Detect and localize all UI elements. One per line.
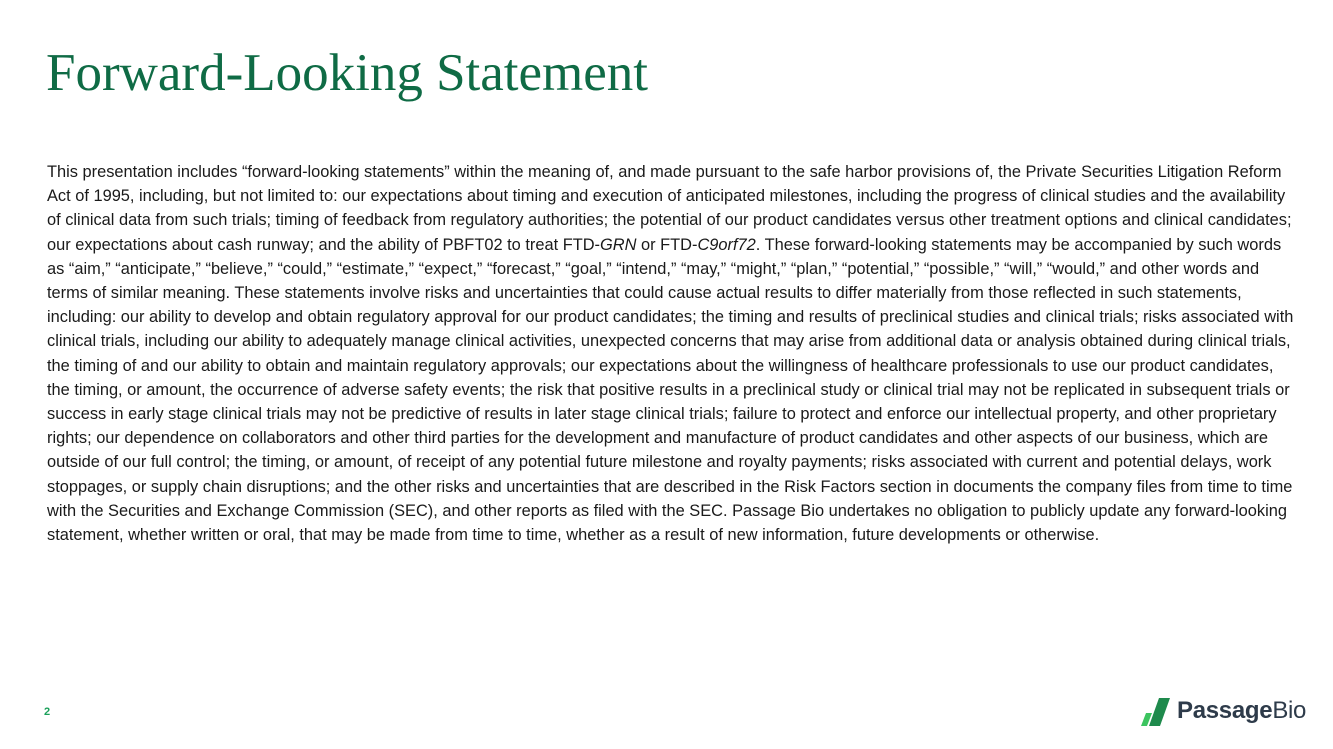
- logo-word-bio: Bio: [1272, 697, 1307, 724]
- slide-title: Forward-Looking Statement: [46, 44, 649, 102]
- logo-mark-dark-stripe: [1149, 698, 1170, 726]
- gene-name-c9orf72: C9orf72: [697, 235, 756, 254]
- page-number: 2: [44, 706, 51, 718]
- logo-wordmark: [1177, 697, 1306, 725]
- disclaimer-text-part-2: or FTD-: [636, 235, 698, 254]
- disclaimer-paragraph: [47, 160, 1297, 547]
- disclaimer-text-part-1: This presentation includes “forward-looking statements” within the meaning of, and made pursuant to the safe harbor provisions of, the Private Securities Litigation Reform Act of 1995, including, but not limited to: our expectations about timing and execution of anticipated milestones, including the progress of clinical studies and the availability of clinical data from such trials; timing of feedback from regulatory authorities; the potential of our product candidates versus other treatment options and clinical candidates; our expectations about cash runway; and the ability of PBFT02 to treat FTD-: [47, 163, 1292, 254]
- passage-bio-logo-icon: [1139, 696, 1171, 726]
- disclaimer-text-part-3: . These forward-looking statements may be accompanied by such words as “aim,” “anticipate,” “believe,” “could,” “estimate,” “expect,” “forecast,” “goal,” “intend,” “may,” “might,” “plan,” “potential,” “possible,” “will,” “would,” and other words and terms of similar meaning. These statements involve risks and uncertainties that could cause actual results to differ materially from those reflected in such statements, including: our ability to develop and obtain regulatory approval for our product candidates; the timing and results of preclinical studies and clinical trials; risks associated with clinical trials, including our ability to adequately manage clinical activities, unexpected concerns that may arise from additional data or analysis obtained during clinical trials, the timing of and our ability to obtain and maintain regulatory approvals; our expectations about the willingness of healthcare professionals to use our product candidates, the timing, or amount, the occurrence of adverse safety events; the risk that positive results in a preclinical study or clinical trial may not be replicated in subsequent trials or success in early stage clinical trials may not be predictive of results in later stage clinical trials; failure to protect and enforce our intellectual property, and other proprietary rights; our dependence on collaborators and other third parties for the development and manufacture of product candidates and other aspects of our business, which are outside of our full control; the timing, or amount, of receipt of any potential future milestone and royalty payments; risks associated with current and potential delays, work stoppages, or supply chain disruptions; and the other risks and uncertainties that are described in the Risk Factors section in documents the company files from time to time with the Securities and Exchange Commission (SEC), and other reports as filed with the SEC. Passage Bio undertakes no obligation to publicly update any forward-looking statement, whether written or oral, that may be made from time to time, whether as a result of new information, future developments or otherwise.: [47, 235, 1294, 545]
- logo-word-passage: Passage: [1177, 697, 1273, 724]
- company-logo: [1139, 695, 1306, 727]
- gene-name-grn: GRN: [600, 235, 637, 254]
